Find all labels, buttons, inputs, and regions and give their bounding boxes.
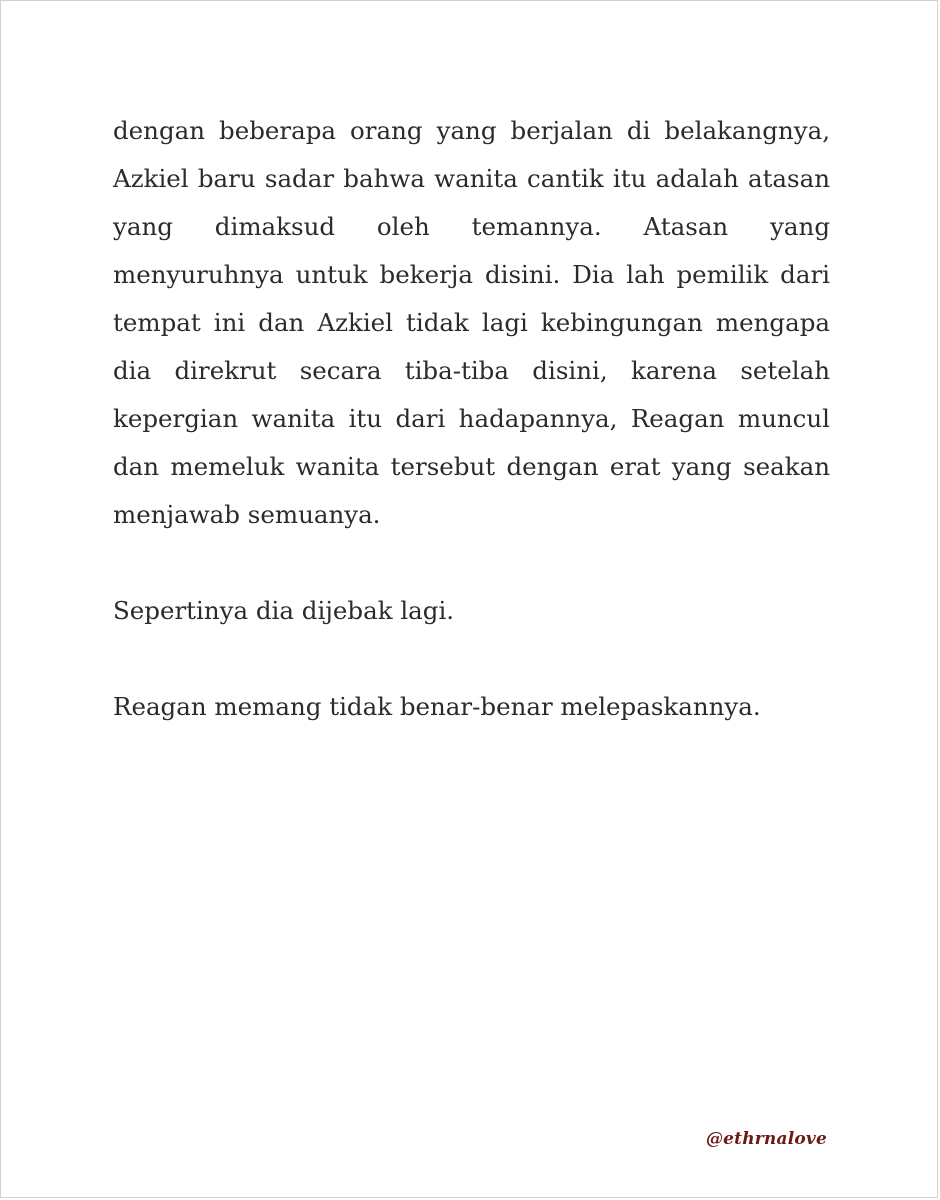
- paragraph-3: Reagan memang tidak benar-benar melepaskannya.: [113, 692, 761, 721]
- story-text: [113, 107, 830, 731]
- paragraph-2: Sepertinya dia dijebak lagi.: [113, 596, 455, 625]
- paragraph-1: dengan beberapa orang yang berjalan di belakangnya, Azkiel baru sadar bahwa wanita cantik itu adalah atasan yang dimaksud oleh temannya. Atasan yang menyuruhnya untuk bekerja disini. Dia lah pemilik dari tempat ini dan Azkiel tidak lagi kebingungan mengapa dia direkrut secara tiba-tiba disini, karena setelah kepergian wanita itu dari hadapannya, Reagan muncul dan memeluk wanita tersebut dengan erat yang seakan menjawab semuanya.: [113, 116, 830, 529]
- author-watermark: @ethrnalove: [705, 1129, 827, 1149]
